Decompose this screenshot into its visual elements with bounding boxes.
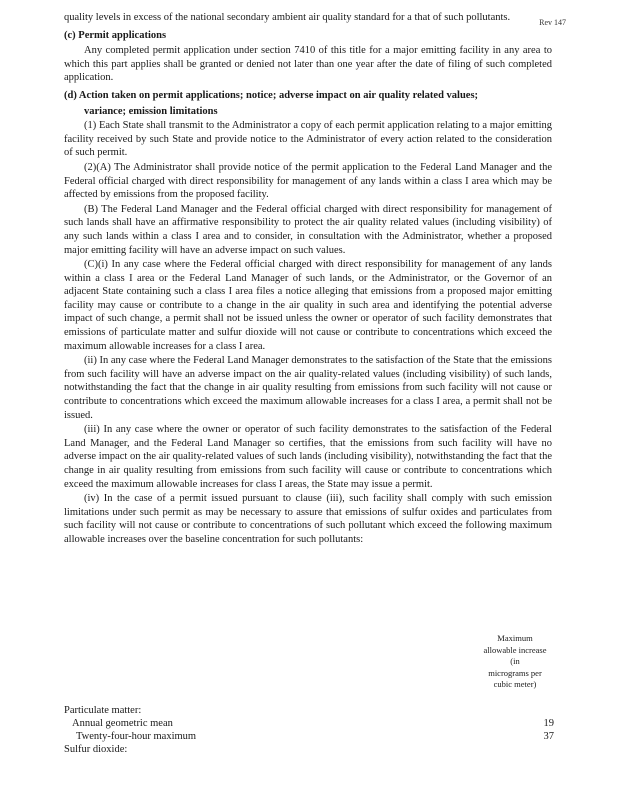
paragraph-d2c-iii: (iii) In any case where the owner or operator of such facility demonstrates to the satisfaction of the Federal Land Manager, and the Federal Land Manager so certifies, that the emissions from such facility will have no adverse impact on the air quality-related values of such lands (including visibility), notwithstanding the fact that the change in air quality resulting from emissions from such facility will cause or contribute to concentrations which exceed the maximum allowable increases for class I areas, the State may issue a permit. — [64, 424, 552, 490]
section-d-heading: (d) Action taken on permit applications; notice; adverse impact on air quality related values; — [64, 89, 479, 101]
paragraph-d2c-ii: (ii) In any case where the Federal Land Manager demonstrates to the satisfaction of the State that the emissions from such facility will have an adverse impact on the air quality-related values (including visibility) of such lands, notwithstanding the fact that the change in air quality resulting from emissions from such facility will not cause or contribute to concentrations which exceed the maximum allowable increases for a class I area, a permit shall not be issued. — [64, 355, 552, 421]
table-row — [64, 743, 554, 756]
pollutant-name: Particulate matter: — [64, 705, 142, 716]
pollutant-name: Twenty-four-hour maximum — [76, 731, 197, 742]
increase-header-line: (in — [510, 656, 520, 666]
statute-text — [64, 11, 552, 548]
paragraph-d2c-iv: (iv) In the case of a permit issued pursuant to clause (iii), such facility shall comply with such emission limitations under such permit as may be necessary to assure that emissions of sulfur oxides and particulates from such facility will not cause or contribute to concentrations of such pollutant which exceed the following maximum allowable increases over the baseline concentration for such pollutants: — [64, 493, 552, 545]
section-c-text: Any completed permit application under section 7410 of this title for a major emitting facility in any area to which this part applies shall be granted or denied not later than one year after the date of filing of such completed application. — [64, 45, 552, 84]
increase-header-line: micrograms per — [488, 667, 542, 678]
increase-column-header — [470, 633, 560, 691]
page-stamp: Rev 147 — [539, 18, 566, 27]
table-row — [64, 704, 554, 717]
pollutant-name: Sulfur dioxide: — [64, 744, 128, 755]
pollutant-value: 19 — [543, 718, 554, 729]
increase-header-line: allowable increase — [483, 644, 547, 655]
paragraph-d1: (1) Each State shall transmit to the Administrator a copy of each permit application relating to a major emitting facility received by such State and provide notice to the Administrator of every action related to the consideration of such permit. — [64, 120, 552, 159]
pollutant-value: 37 — [543, 731, 554, 742]
pollutant-name: Annual geometric mean — [72, 718, 173, 729]
increase-header-line: Maximum — [497, 633, 533, 643]
table-row — [64, 717, 554, 730]
paragraph-d2b: (B) The Federal Land Manager and the Federal official charged with direct responsibility for management of such lands shall have an affirmative responsibility to protect the air quality related values (including visibility) of any such lands within a class I area and to consider, in consultation with the Administrator, whether a proposed major emitting facility will have an adverse impact on such values. — [64, 203, 552, 256]
intro-paragraph: quality levels in excess of the national secondary ambient air quality standard for a that of such pollutants. — [64, 12, 511, 23]
paragraph-d2a: (2)(A) The Administrator shall provide notice of the permit application to the Federal Land Manager and the Federal official charged with direct responsibility for management of any lands within a class I area which may be affected by emissions from the proposed facility. — [64, 161, 552, 201]
pollutant-table — [64, 704, 554, 756]
section-c-heading: (c) Permit applications — [64, 29, 167, 41]
table-row — [64, 730, 554, 743]
paragraph-d2c-i: (C)(i) In any case where the Federal official charged with direct responsibility for management of any lands within a class I area or the Federal Land Manager of such lands, or the Administrator, or the Governor of an adjacent State containing such a class I area files a notice alleging that emissions from a proposed major emitting facility may cause or contribute to a change in the air quality in such area and identifying the potential adverse impact of such change, a permit shall not be issued unless the owner or operator of such facility demonstrates that emissions of particulate matter and sulfur dioxide will not cause or contribute to concentrations which exceed the maximum allowable increases for a class I area. — [64, 259, 552, 352]
increase-header-line: cubic meter) — [493, 679, 537, 689]
section-d-subheading: variance; emission limitations — [84, 105, 218, 117]
